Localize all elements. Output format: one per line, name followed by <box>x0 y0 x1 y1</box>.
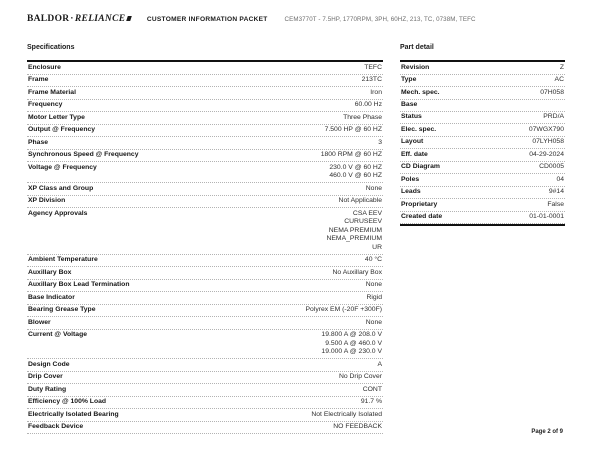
row-label: Revision <box>401 63 430 71</box>
table-row <box>400 149 565 162</box>
part-detail-table <box>400 60 565 226</box>
table-row <box>400 199 565 212</box>
table-row <box>27 280 383 293</box>
baldor-reliance-logo <box>27 13 131 24</box>
row-value: CD0005 <box>539 163 564 170</box>
row-value: 91.7 % <box>360 398 382 405</box>
row-value: Rigid <box>366 293 382 301</box>
page-indicator: Page 2 of 9 <box>531 429 563 435</box>
row-label: Ambient Temperature <box>28 256 98 263</box>
row-value: 40 °C <box>364 256 382 263</box>
row-value: CSA EEV CURUSEEV NEMA PREMIUM NEMA_PREMIUM UR <box>326 209 382 251</box>
table-row <box>27 75 383 88</box>
logo-text-reliance: RELIANCE <box>74 14 126 24</box>
row-value: NO FEEDBACK <box>333 423 382 430</box>
row-label: Proprietary <box>401 200 438 208</box>
row-label: Poles <box>401 175 420 183</box>
logo-dot-separator: · <box>70 13 74 24</box>
row-label: Created date <box>401 213 443 220</box>
row-value: 04 <box>556 175 564 183</box>
row-label: XP Division <box>28 197 66 204</box>
row-label: Efficiency @ 100% Load <box>28 398 107 405</box>
specifications-title: Specifications <box>27 44 75 51</box>
row-value: 07H058 <box>540 88 564 96</box>
table-row <box>27 62 383 75</box>
table-row <box>400 137 565 150</box>
table-row <box>27 384 383 397</box>
row-value: None <box>365 281 382 288</box>
row-value: Z <box>559 63 564 71</box>
row-value: No Auxillary Box <box>332 268 382 276</box>
row-label: Layout <box>401 138 424 145</box>
row-value: 60.00 Hz <box>354 101 382 108</box>
table-row <box>27 305 383 318</box>
row-value: 7.500 HP @ 60 HZ <box>324 126 382 133</box>
table-row <box>27 372 383 385</box>
row-label: Mech. spec. <box>401 88 440 96</box>
document-title: CUSTOMER INFORMATION PACKET <box>146 16 268 23</box>
row-label: Agency Approvals <box>28 209 88 217</box>
table-row <box>27 87 383 100</box>
page-header <box>27 13 580 24</box>
row-value: 230.0 V @ 60 HZ 460.0 V @ 60 HZ <box>329 163 382 179</box>
row-label: Duty Rating <box>28 385 67 393</box>
row-value: 9#14 <box>548 188 564 195</box>
table-row <box>27 100 383 113</box>
part-detail-section <box>400 44 565 226</box>
row-value: 1800 RPM @ 60 HZ <box>320 151 382 158</box>
row-label: Frame Material <box>28 88 76 96</box>
row-value: CONT <box>362 385 382 393</box>
row-label: Frequency <box>28 101 63 108</box>
table-row <box>27 125 383 138</box>
table-row <box>400 62 565 75</box>
table-row <box>27 183 383 196</box>
row-label: Auxillary Box Lead Termination <box>28 281 130 288</box>
row-label: Auxillary Box <box>28 268 72 276</box>
row-value: TEFC <box>364 63 382 71</box>
product-summary: CEM3770T - 7.5HP, 1770RPM, 3PH, 60HZ, 213, TC, 0738M, TEFC <box>284 16 476 23</box>
row-value: Three Phase <box>343 113 382 121</box>
table-row <box>400 112 565 125</box>
row-value: AC <box>554 76 564 83</box>
table-row <box>400 162 565 175</box>
row-label: Drip Cover <box>28 373 63 380</box>
table-row <box>27 330 383 360</box>
row-value: No Drip Cover <box>338 373 382 380</box>
table-row <box>400 124 565 137</box>
row-label: Base <box>401 101 418 108</box>
row-value <box>425 101 564 102</box>
row-value: A <box>377 360 382 368</box>
table-row <box>27 150 383 163</box>
table-row <box>27 208 383 255</box>
table-row <box>27 409 383 422</box>
table-row <box>27 196 383 209</box>
row-value: 213TC <box>361 76 382 83</box>
table-row <box>400 100 565 112</box>
row-label: XP Class and Group <box>28 184 94 192</box>
row-value: 04-29-2024 <box>529 150 564 158</box>
row-label: Electrically Isolated Bearing <box>28 410 119 418</box>
row-label: Eff. date <box>401 150 428 158</box>
table-row <box>400 87 565 100</box>
table-row <box>27 422 383 435</box>
table-row <box>400 174 565 187</box>
table-row <box>27 317 383 330</box>
row-label: Type <box>401 76 417 83</box>
row-label: Current @ Voltage <box>28 331 87 338</box>
row-value: False <box>547 200 564 208</box>
row-value: 07LYH058 <box>532 138 564 145</box>
table-row <box>27 112 383 125</box>
table-row <box>400 75 565 88</box>
row-label: Blower <box>28 318 51 326</box>
row-value: PRD/A <box>543 113 564 120</box>
row-value: 19.800 A @ 208.0 V 9.500 A @ 460.0 V 19.000 A @ 230.0 V <box>321 331 382 355</box>
row-value: None <box>365 318 382 326</box>
table-row <box>27 267 383 280</box>
row-value: None <box>365 184 382 192</box>
row-label: Elec. spec. <box>401 125 437 133</box>
row-label: Base Indicator <box>28 293 75 301</box>
row-label: Phase <box>28 138 49 146</box>
row-value: Iron <box>370 88 382 96</box>
part-detail-title: Part detail <box>400 44 434 51</box>
row-label: Leads <box>401 188 421 195</box>
row-label: Status <box>401 113 422 120</box>
row-label: Design Code <box>28 360 70 368</box>
table-row <box>27 137 383 150</box>
row-value: 01-01-0001 <box>529 213 564 220</box>
table-row <box>400 187 565 200</box>
row-label: Feedback Device <box>28 423 84 430</box>
row-value: Not Applicable <box>338 197 382 204</box>
row-value: Polyrex EM (-20F +300F) <box>305 306 382 313</box>
row-label: Output @ Frequency <box>28 126 96 133</box>
row-label: Enclosure <box>28 63 61 71</box>
specifications-section <box>27 44 383 434</box>
row-label: Frame <box>28 76 49 83</box>
row-label: Synchronous Speed @ Frequency <box>28 151 139 158</box>
row-value: Not Electrically Isolated <box>311 410 382 418</box>
row-label: Voltage @ Frequency <box>28 163 97 171</box>
logo-text-baldor: BALDOR <box>27 14 70 24</box>
row-label: Motor Letter Type <box>28 113 85 121</box>
table-row <box>27 292 383 305</box>
logo-flag-icon <box>126 16 132 21</box>
specifications-table <box>27 60 383 434</box>
row-label: CD Diagram <box>401 163 440 170</box>
table-row <box>27 162 383 183</box>
table-row <box>27 397 383 410</box>
row-label: Bearing Grease Type <box>28 306 96 313</box>
row-value: 07WGX790 <box>528 125 564 133</box>
table-row <box>400 212 565 225</box>
row-value: 3 <box>378 138 382 146</box>
table-row <box>27 255 383 268</box>
table-row <box>27 359 383 372</box>
